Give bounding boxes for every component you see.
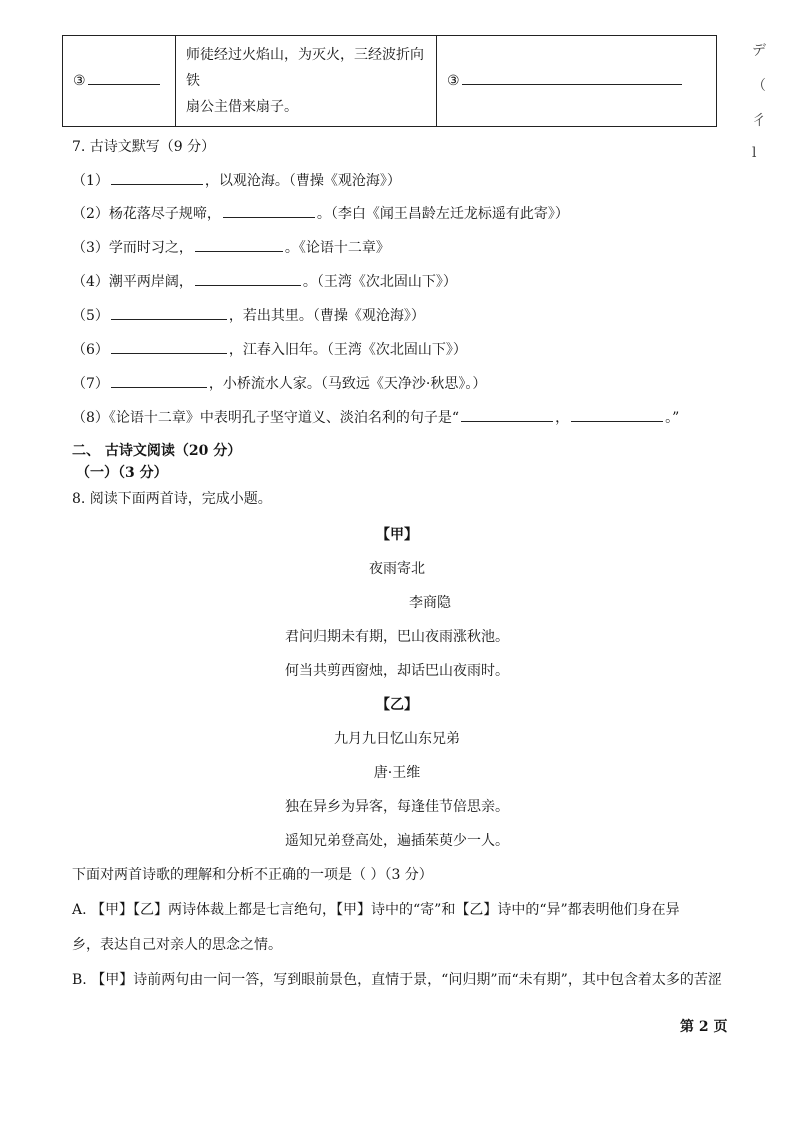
item-number: （4） [72,274,109,290]
item-text: 。（李白《闻王昌龄左迁龙标遥有此寄》） [316,206,569,222]
circled-number: ③ [447,73,460,89]
table-row [63,36,717,127]
poem-line: 独在异乡为异客，每逢佳节倍思亲。 [285,799,509,815]
recitation-item [72,407,679,427]
cell-text-line: 师徒经过火焰山，为灭火，三经波折向铁 [186,47,424,89]
question-intro: 8. 阅读下面两首诗，完成小题。 [72,491,272,507]
poem-title: 夜雨寄北 [369,561,425,577]
edge-mark: 彳 [752,113,766,129]
recitation-item [72,339,467,359]
poem-tag: 【乙】 [376,697,418,713]
poem-title: 九月九日忆山东兄弟 [334,731,460,747]
item-text: 潮平两岸阔， [108,274,193,290]
table-cell-middle [176,36,437,127]
edge-mark: デ [752,43,766,59]
recitation-item [72,237,390,257]
item-number: （2） [72,206,109,222]
answer-blank[interactable] [571,420,663,422]
answer-table [62,35,717,127]
item-number: （6） [72,342,109,358]
answer-blank[interactable] [223,216,315,218]
item-text: ，以观沧海。（曹操《观沧海》） [204,173,401,189]
edge-mark: （ [752,78,766,94]
item-number: （5） [72,308,109,324]
option-a-continued: 乡，表达自己对亲人的思念之情。 [72,937,282,953]
item-number: （7） [72,376,109,392]
poem-author: 李商隐 [409,595,451,611]
item-text: ，若出其里。（曹操《观沧海》） [228,308,425,324]
item-text: 。（王湾《次北固山下》） [302,274,457,290]
answer-blank[interactable] [111,352,227,354]
subsection-heading: （一）（3 分） [76,465,168,481]
answer-blank[interactable] [111,386,207,388]
answer-blank[interactable] [462,83,682,85]
item-text: 杨花落尽子规啼， [108,206,221,222]
answer-blank[interactable] [111,318,227,320]
recitation-item [72,203,569,223]
table-cell-right [437,36,717,127]
question-heading: 7. 古诗文默写（9 分） [72,139,216,155]
item-text: （8）《论语十二章》中表明孔子坚守道义、淡泊名利的句子是“ [72,410,460,426]
option-a: A. 【甲】【乙】两诗体裁上都是七言绝句，【甲】诗中的“寄”和【乙】诗中的“异”都表明他们身在异 [72,902,680,918]
answer-blank[interactable] [461,420,553,422]
section-heading: 二、 古诗文阅读（20 分） [72,443,242,459]
answer-blank[interactable] [88,83,160,85]
poem-line: 遥知兄弟登高处，遍插茱萸少一人。 [285,833,509,849]
recitation-item [72,373,486,393]
table-cell-left [63,36,176,127]
circled-number: ③ [73,73,86,89]
poem-line: 何当共剪西窗烛，却话巴山夜雨时。 [285,663,509,679]
item-number: （1） [72,173,109,189]
answer-blank[interactable] [195,250,283,252]
item-text: 。” [665,410,680,426]
item-text: 学而时习之， [108,240,193,256]
item-text: ， [555,410,570,426]
question-stem: 下面对两首诗歌的理解和分析不正确的一项是（ ）（3 分） [72,867,433,883]
page-number: 第 2 页 [680,1019,728,1035]
item-text: ，小桥流水人家。（马致远《天净沙·秋思》。） [208,376,487,392]
poem-tag: 【甲】 [376,527,418,543]
edge-mark: l [752,145,757,161]
poem-author: 唐·王维 [373,765,421,781]
cell-text-line: 扇公主借来扇子。 [186,99,298,115]
answer-blank[interactable] [111,183,203,185]
item-number: （3） [72,240,109,256]
option-b: B. 【甲】诗前两句由一问一答，写到眼前景色，直情于景，“问归期”而“未有期”，其中包含着太多的苦涩 [72,972,722,988]
recitation-item [72,305,425,325]
item-text: ，江春入旧年。（王湾《次北固山下》） [228,342,467,358]
item-text: 。《论语十二章》 [284,240,390,256]
recitation-item [72,170,401,190]
answer-blank[interactable] [195,284,301,286]
recitation-item [72,271,457,291]
poem-line: 君问归期未有期，巴山夜雨涨秋池。 [285,629,509,645]
